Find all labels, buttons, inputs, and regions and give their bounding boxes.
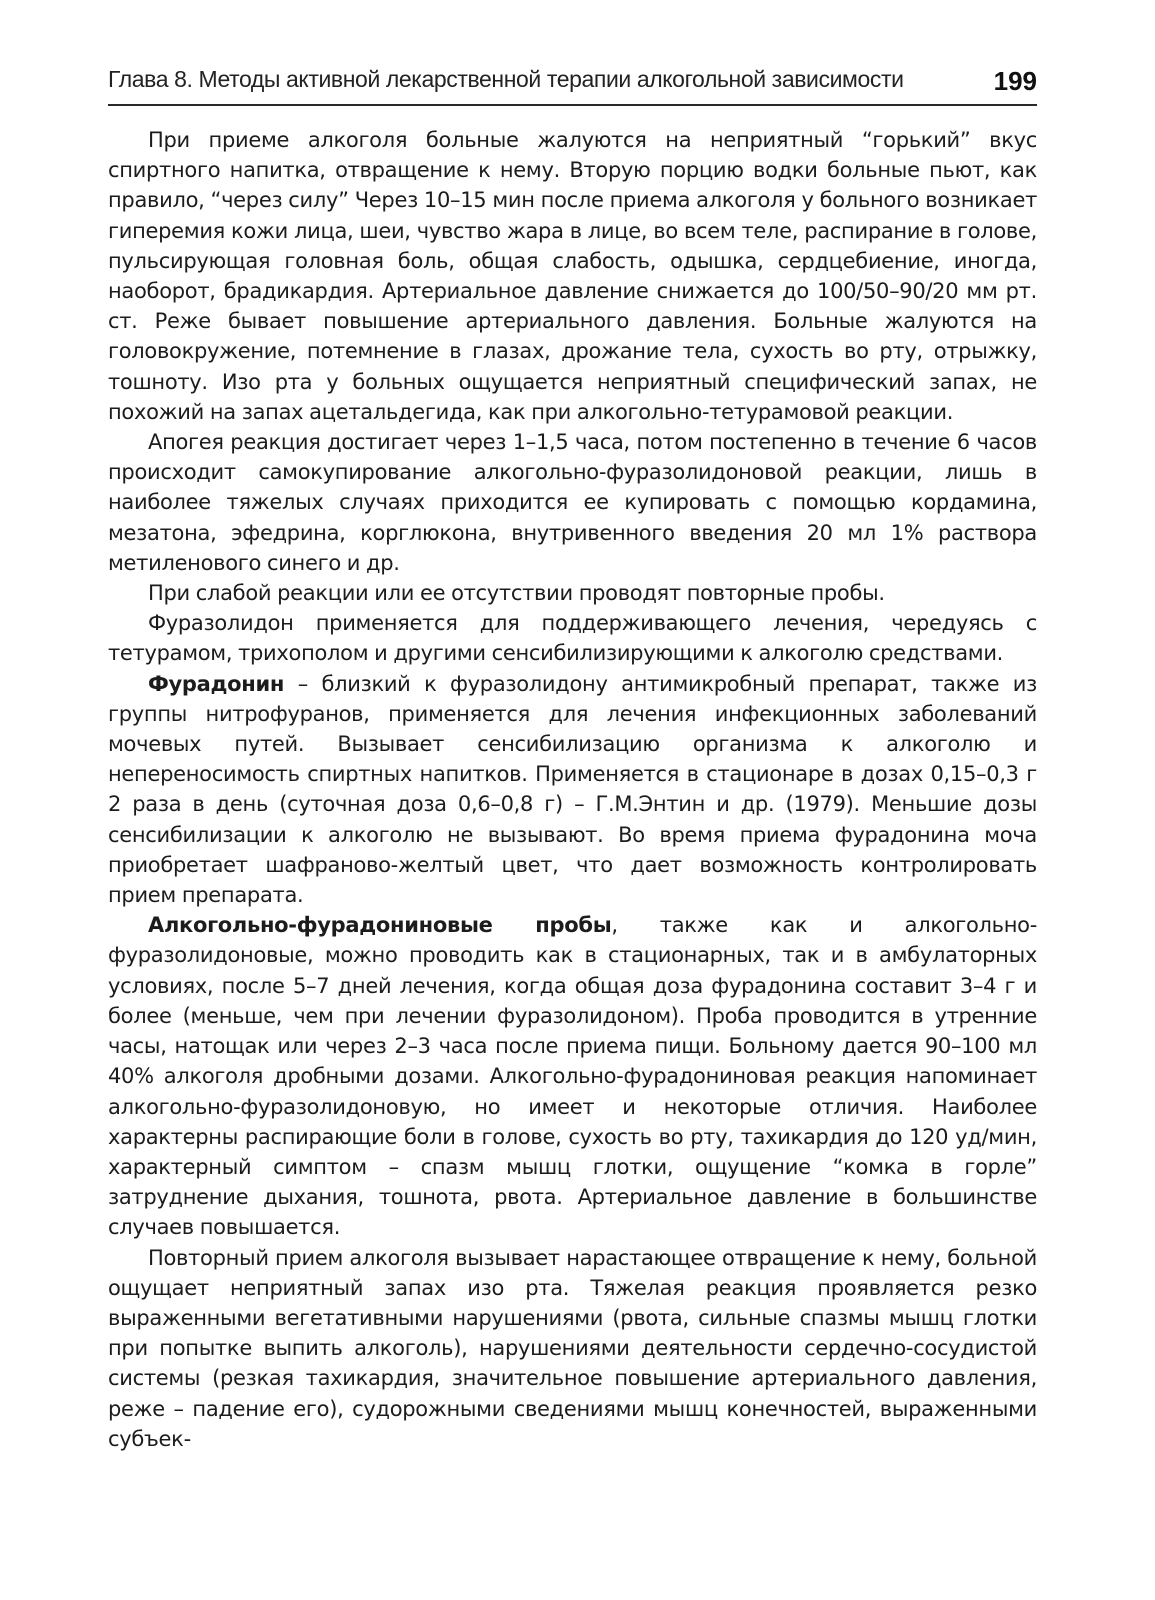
paragraph (108, 125, 1037, 427)
paragraph (108, 669, 1037, 911)
running-title: Глава 8. Методы активной лекарственной терапии алкогольной зависимости (108, 66, 904, 92)
body-text (108, 125, 1037, 1454)
paragraph-text: Повторный прием алкоголя вызывает нарастающее отвращение к нему, больной ощущает неприятный запах изо рта. Тяжелая реакция проявляется резко выраженными вегетативными нарушениями (рвота, сильные спазмы мышц глотки при попытке выпить алкоголь), нарушениями деятельности сердечно-сосудистой системы (резкая тахикардия, значительное повышение артериального давления, реже – падение его), судорожными сведениями мышц конечностей, выраженными субъек- (108, 1245, 1037, 1451)
page-header (108, 60, 1037, 106)
paragraph-text: Апогея реакция достигает через 1–1,5 часа, потом постепенно в течение 6 часов происходит самокупирование алкогольно-фуразолидоновой реакции, лишь в наиболее тяжелых случаях приходится ее купировать с помощью кордамина, мезатона, эфедрина, корглюкона, внутривенного введения 20 мл 1% раствора метиленового синего и др. (108, 430, 1037, 575)
paragraph (108, 608, 1037, 668)
paragraph-text: – близкий к фуразолидону антимикробный препарат, также из группы нитрофуранов, применяется для лечения инфекционных заболеваний мочевых путей. Вызывает сенсибилизацию организма к алкоголю и непереносимость спиртных напитков. Применяется в стационаре в дозах 0,15–0,3 г 2 раза в день (суточная доза 0,6–0,8 г) – Г.М.Энтин и др. (1979). Меньшие дозы сенсибилизации к алкоголю не вызывают. Во время приема фурадонина моча приобретает шафраново-желтый цвет, что дает возможность контролировать прием препарата. (108, 671, 1037, 908)
paragraph (108, 1243, 1037, 1454)
paragraph-text: Фуразолидон применяется для поддерживающего лечения, чередуясь с тетурамом, трихополом и другими сенсибилизирующими к алкоголю средствами. (108, 611, 1037, 666)
paragraph-text: При слабой реакции или ее отсутствии проводят повторные пробы. (148, 581, 885, 606)
paragraph (108, 910, 1037, 1242)
term-heading: Фурадонин (148, 671, 285, 696)
paragraph-text: , также как и алкогольно-фуразолидоновые, можно проводить как в стационарных, так и в амбулаторных условиях, после 5–7 дней лечения, когда общая доза фурадонина составит 3–4 г и более (меньше, чем при лечении фуразолидоном). Проба проводится в утренние часы, натощак или через 2–3 часа после приема пищи. Больному дается 90–100 мл 40% алкоголя дробными дозами. Алкогольно-фурадониновая реакция напоминает алкогольно-фуразолидоновую, но имеет и некоторые отличия. Наиболее характерны распирающие боли в голове, сухость во рту, тахикардия до 120 уд/мин, характерный симптом – спазм мышц глотки, ощущение “комка в горле” затруднение дыхания, тошнота, рвота. Артериальное давление в большинстве случаев повышается. (108, 913, 1038, 1240)
term-heading: Алкогольно-фурадониновые пробы (148, 913, 612, 938)
paragraph-text: При приеме алкоголя больные жалуются на неприятный “горький” вкус спиртного напитка, отвращение к нему. Вторую порцию водки больные пьют, как правило, “через силу” Через 10–15 мин после приема алкоголя у больного возникает гиперемия кожи лица, шеи, чувство жара в лице, во всем теле, распирание в голове, пульсирующая головная боль, общая слабость, одышка, сердцебиение, иногда, наоборот, брадикардия. Артериальное давление снижается до 100/50–90/20 мм рт. ст. Реже бывает повышение артериального давления. Больные жалуются на головокружение, потемнение в глазах, дрожание тела, сухость во рту, отрыжку, тошноту. Изо рта у больных ощущается неприятный специфический запах, не похожий на запах ацетальдегида, как при алкогольно-тетурамовой реакции. (108, 128, 1037, 424)
page-number: 199 (993, 66, 1037, 96)
paragraph (108, 427, 1037, 578)
paragraph (108, 578, 1037, 608)
